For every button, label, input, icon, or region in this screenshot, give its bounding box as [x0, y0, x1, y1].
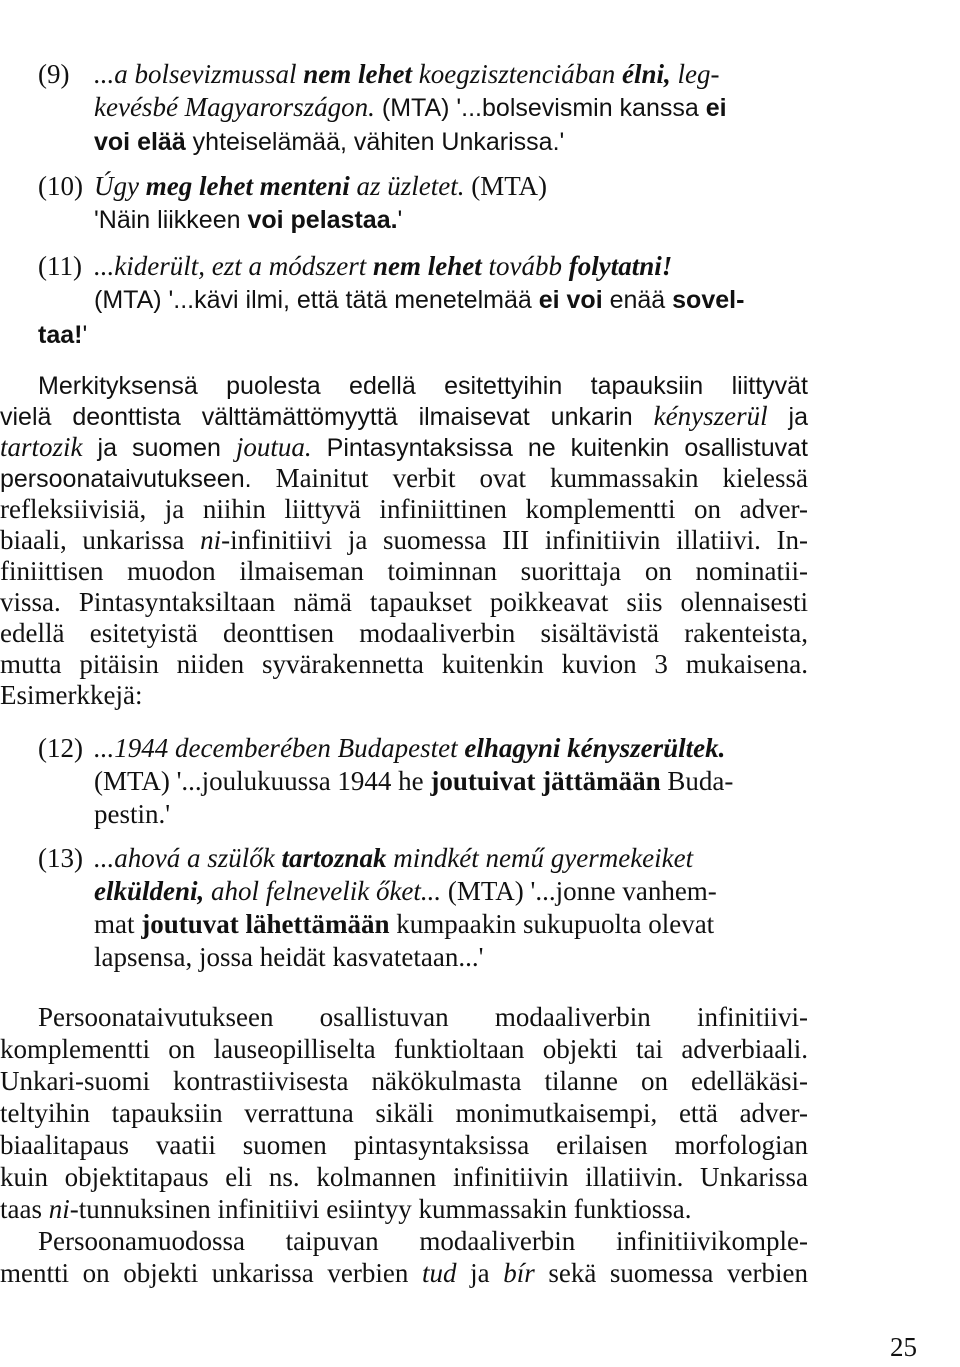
text-line: [0, 1098, 808, 1129]
text-run: (MTA) '...bolsevismin kanssa: [374, 94, 706, 122]
text-run: ei: [705, 94, 727, 122]
text-line: [94, 875, 824, 908]
text-run: tartoznak: [281, 843, 387, 873]
text-line: [94, 125, 824, 159]
text-run: ni: [200, 525, 222, 555]
text-run: kevésbé Magyarországon.: [94, 92, 375, 122]
text-line: [0, 432, 808, 463]
example-number: (9): [38, 59, 70, 89]
text-run: voi elää: [94, 128, 186, 156]
text-run: (MTA) '...kävi ilmi, että tätä menetelmää: [94, 286, 539, 314]
text-run: nem lehet: [303, 59, 412, 89]
text-run: Persoonamuodossa taipuvan modaaliverbin infinitiivikomple-: [38, 1226, 808, 1256]
text-run: vissa. Pintasyntaksiltaan nämä tapaukset poikkeavat siis olennaisesti: [0, 587, 808, 617]
text-run: komplementti on lauseopilliselta funktioltaan objekti tai adverbiaali.: [0, 1034, 808, 1064]
text-line: [94, 941, 824, 974]
text-line: [94, 765, 824, 798]
text-run: Buda-: [660, 766, 734, 796]
example-text: [94, 250, 824, 317]
text-run: finiittisen muodon ilmaiseman toiminnan suorittaja on nominatii-: [0, 556, 808, 586]
text-run: enää: [602, 286, 673, 314]
example-number: (12): [38, 733, 83, 763]
text-run: taas: [0, 1194, 49, 1224]
text-line: [94, 91, 824, 125]
text-line: [0, 556, 808, 587]
text-run: mentti on objekti unkarissa verbien: [0, 1258, 422, 1288]
text-line: [0, 463, 808, 494]
text-run: folytatni!: [568, 251, 673, 281]
text-run: elküldeni,: [94, 876, 205, 906]
text-line: [94, 842, 824, 875]
text-run: ei voi: [538, 286, 603, 314]
example-number: (13): [38, 843, 83, 873]
text-run: ja: [767, 403, 809, 431]
text-line: [0, 587, 808, 618]
text-run: (MTA): [464, 171, 548, 201]
text-line: [0, 1130, 808, 1161]
text-run: taa!: [38, 321, 83, 349]
text-line: [0, 649, 808, 680]
text-run: tovább: [481, 251, 569, 281]
text-run: edellä esitetyistä deonttisen modaaliverbin sisältävistä rakenteista,: [0, 618, 808, 648]
example-text: [94, 732, 824, 831]
text-run: élni,: [621, 59, 671, 89]
text-run: az üzletet.: [349, 171, 465, 201]
text-line: [94, 732, 824, 765]
text-run: lapsensa, jossa heidät kasvatetaan...': [94, 942, 484, 972]
text-run: ': [82, 321, 88, 349]
text-run: leg-: [670, 59, 720, 89]
text-run: (MTA) '...jonne vanhem-: [441, 876, 717, 906]
text-run: persoonataivutukseen.: [0, 465, 252, 493]
text-line: [38, 1002, 808, 1033]
text-line: [0, 1066, 808, 1097]
text-run: joutuvat lähettämään: [141, 909, 390, 939]
text-run: ja: [456, 1258, 504, 1288]
text-run: mutta pitäisin niiden syvärakennetta kuitenkin kuvion 3 mukaisena.: [0, 649, 808, 679]
text-run: ni: [48, 1194, 70, 1224]
text-run: 'Näin liikkeen: [94, 206, 248, 234]
text-run: sovel-: [672, 286, 745, 314]
text-run: ...kiderült, ezt a módszert: [94, 251, 373, 281]
text-run: ...1944 decemberében Budapestet: [94, 733, 465, 763]
text-line: [94, 250, 824, 283]
text-run: Persoonataivutukseen osallistuvan modaaliverbin infinitiivi-: [38, 1002, 808, 1032]
text-line: [38, 1226, 808, 1257]
text-line: [94, 798, 824, 831]
text-run: teltyihin tapauksiin verrattuna sikäli monimutkaisempi, että adver-: [0, 1098, 808, 1128]
text-run: tartozik: [0, 432, 83, 462]
text-run: Esimerkkejä:: [0, 680, 143, 710]
text-line: [0, 1162, 808, 1193]
text-run: -tunnuksinen infinitiivi esiintyy kummassakin funktiossa.: [69, 1194, 692, 1224]
text-run: ...ahová a szülők: [94, 843, 282, 873]
text-run: bír: [503, 1258, 535, 1288]
text-line: [94, 170, 824, 203]
text-run: biaali, unkarissa: [0, 525, 201, 555]
example-number: (10): [38, 171, 83, 201]
text-run: ahol felnevelik őket...: [204, 876, 442, 906]
text-line: [0, 401, 808, 432]
text-run: meg lehet menteni: [145, 171, 350, 201]
text-line: [0, 1034, 808, 1065]
text-run: -infinitiivi ja suomessa III infinitiivin illatiivi. In-: [221, 525, 809, 555]
text-line: [94, 283, 824, 317]
text-run: Mainitut verbit ovat kummassakin kielessä: [251, 463, 808, 493]
text-run: koegzisztenciában: [412, 59, 622, 89]
text-run: yhteiselämää, vähiten Unkarissa.': [185, 128, 565, 156]
text-run: kényszerül: [653, 401, 768, 431]
example-text: [94, 58, 824, 159]
text-line: [0, 494, 808, 525]
text-line: [94, 58, 824, 91]
text-run: joutuivat jättämään: [430, 766, 661, 796]
text-line: [0, 680, 142, 711]
text-run: mat: [94, 909, 142, 939]
text-run: voi pelastaa.: [247, 206, 398, 234]
example-number: (11): [38, 251, 82, 281]
text-run: pestin.': [94, 799, 171, 829]
example-text: [94, 170, 824, 237]
text-run: joutua.: [235, 432, 312, 462]
text-line: [0, 618, 808, 649]
text-run: refleksiivisiä, ja niihin liittyvä infiniittinen komplementti on adver-: [0, 494, 808, 524]
text-run: mindkét nemű gyermekeiket: [386, 843, 694, 873]
text-line: [94, 203, 824, 237]
text-run: elhagyni kényszerültek.: [464, 733, 726, 763]
text-run: (MTA) '...joulukuussa 1944 he: [94, 766, 431, 796]
page-number: 25: [890, 1332, 917, 1362]
text-run: Úgy: [94, 171, 146, 201]
text-line: [0, 1194, 691, 1225]
example-text: [94, 842, 824, 974]
text-line: [94, 908, 824, 941]
text-run: ja suomen: [82, 434, 236, 462]
text-run: nem lehet: [372, 251, 482, 281]
text-run: tud: [421, 1258, 457, 1288]
text-run: ': [397, 206, 403, 234]
text-run: kumpaakin sukupuolta olevat: [389, 909, 715, 939]
text-run: biaalitapaus vaatii suomen pintasyntaksissa erilaisen morfologian: [0, 1130, 808, 1160]
text-run: Unkari-suomi kontrastiivisesta näkökulmasta tilanne on edelläkäsi-: [0, 1066, 808, 1096]
text-run: vielä deonttista välttämättömyyttä ilmaisevat unkarin: [0, 403, 654, 431]
text-line: [0, 525, 808, 556]
example-text-continuation: [38, 318, 87, 352]
text-run: Merkityksensä puolesta edellä esitettyihin tapauksiin liittyvät: [38, 372, 808, 400]
text-line: [0, 1258, 808, 1289]
text-run: kuin objektitapaus eli ns. kolmannen infinitiivin illatiivin. Unkarissa: [0, 1162, 808, 1192]
text-run: sekä suomessa verbien: [534, 1258, 808, 1288]
text-run: Pintasyntaksissa ne kuitenkin osallistuvat: [311, 434, 808, 462]
text-run: ...a bolsevizmussal: [94, 59, 304, 89]
text-line: [38, 370, 808, 401]
